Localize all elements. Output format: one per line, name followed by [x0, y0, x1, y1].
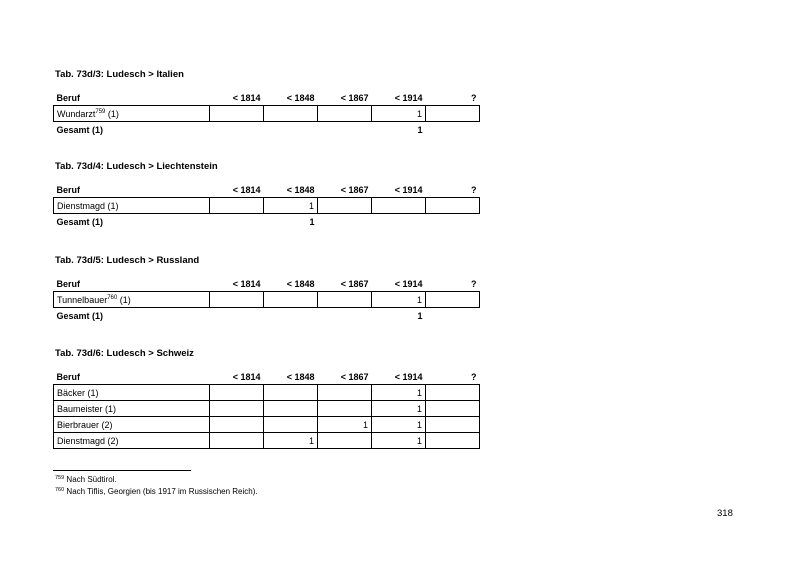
total-cell	[426, 308, 480, 324]
table-cell: 1	[264, 198, 318, 214]
page-number: 318	[717, 508, 733, 519]
total-cell	[210, 308, 264, 324]
table-title: Tab. 73d/6: Ludesch > Schweiz	[55, 348, 194, 359]
column-header: < 1867	[318, 90, 372, 106]
table-cell	[210, 198, 264, 214]
table-row	[54, 106, 480, 122]
column-header: ?	[426, 369, 480, 385]
total-cell	[264, 122, 318, 138]
table-row	[54, 198, 480, 214]
table-cell	[210, 417, 264, 433]
row-count: (1)	[107, 108, 119, 119]
table-cell	[264, 401, 318, 417]
total-cell	[264, 308, 318, 324]
table-cell	[210, 385, 264, 401]
row-label-text: Tunnelbauer	[57, 294, 108, 305]
total-cell	[318, 308, 372, 324]
table-cell	[372, 198, 426, 214]
footnote-mark: 760	[107, 294, 118, 301]
table-cell	[264, 106, 318, 122]
footnote-mark: 759	[95, 108, 106, 115]
total-cell	[210, 214, 264, 230]
table-row	[54, 385, 480, 401]
column-header: Beruf	[54, 276, 210, 292]
table-cell	[318, 385, 372, 401]
table-cell	[426, 401, 480, 417]
table-cell: 1	[372, 385, 426, 401]
column-header: < 1867	[318, 276, 372, 292]
column-header: < 1848	[264, 90, 318, 106]
column-header: < 1867	[318, 182, 372, 198]
table-cell: 1	[264, 433, 318, 449]
table-cell	[426, 385, 480, 401]
emigration-table	[53, 90, 480, 137]
total-cell	[426, 122, 480, 138]
table-cell: 1	[372, 433, 426, 449]
table-row	[54, 401, 480, 417]
column-header: < 1867	[318, 369, 372, 385]
table-cell	[210, 433, 264, 449]
table-cell	[264, 385, 318, 401]
column-header: Beruf	[54, 90, 210, 106]
total-label: Gesamt (1)	[54, 214, 210, 230]
table-cell: 1	[372, 106, 426, 122]
row-label: Bäcker (1)	[54, 385, 210, 401]
table-cell	[426, 198, 480, 214]
footnote	[55, 487, 258, 496]
table-cell	[210, 292, 264, 308]
table-cell	[318, 401, 372, 417]
row-label: Bierbrauer (2)	[54, 417, 210, 433]
row-label	[54, 198, 210, 214]
table-title: Tab. 73d/3: Ludesch > Italien	[55, 69, 184, 80]
row-label	[54, 106, 210, 122]
table-cell	[264, 417, 318, 433]
total-row	[54, 122, 480, 138]
row-label	[54, 292, 210, 308]
total-cell	[372, 214, 426, 230]
column-header: < 1848	[264, 182, 318, 198]
table-cell	[264, 292, 318, 308]
column-header: < 1914	[372, 369, 426, 385]
column-header: < 1848	[264, 276, 318, 292]
table-cell	[318, 292, 372, 308]
total-row	[54, 214, 480, 230]
total-cell: 1	[372, 122, 426, 138]
header-row	[54, 182, 480, 198]
total-cell	[318, 214, 372, 230]
footnote-text: Nach Südtirol.	[66, 475, 117, 484]
column-header: ?	[426, 90, 480, 106]
column-header: < 1914	[372, 90, 426, 106]
row-count: (1)	[119, 294, 131, 305]
header-row	[54, 276, 480, 292]
table-cell	[426, 433, 480, 449]
table-cell	[318, 106, 372, 122]
table-row	[54, 292, 480, 308]
total-cell: 1	[372, 308, 426, 324]
table-cell	[426, 292, 480, 308]
total-label: Gesamt (1)	[54, 308, 210, 324]
total-cell	[318, 122, 372, 138]
table-cell	[318, 198, 372, 214]
table-cell	[210, 106, 264, 122]
table-row	[54, 417, 480, 433]
header-row	[54, 369, 480, 385]
column-header: < 1914	[372, 276, 426, 292]
column-header: < 1814	[210, 276, 264, 292]
total-label: Gesamt (1)	[54, 122, 210, 138]
footnote-rule	[53, 470, 191, 471]
row-label-text: Wundarzt	[57, 108, 96, 119]
table-cell	[426, 106, 480, 122]
emigration-table	[53, 276, 480, 323]
column-header: Beruf	[54, 369, 210, 385]
footnote-text: Nach Tiflis, Georgien (bis 1917 im Russischen Reich).	[66, 487, 258, 496]
row-label-text: Dienstmagd (1)	[57, 200, 119, 211]
total-cell	[210, 122, 264, 138]
table-title: Tab. 73d/5: Ludesch > Russland	[55, 255, 200, 266]
column-header: < 1914	[372, 182, 426, 198]
header-row	[54, 90, 480, 106]
column-header: < 1814	[210, 90, 264, 106]
column-header: ?	[426, 276, 480, 292]
table-cell: 1	[372, 417, 426, 433]
table-row	[54, 433, 480, 449]
row-label: Baumeister (1)	[54, 401, 210, 417]
footnote-mark: 760	[55, 487, 65, 493]
table-cell: 1	[372, 292, 426, 308]
column-header: ?	[426, 182, 480, 198]
column-header: < 1848	[264, 369, 318, 385]
total-cell	[426, 214, 480, 230]
table-cell: 1	[318, 417, 372, 433]
column-header: Beruf	[54, 182, 210, 198]
column-header: < 1814	[210, 369, 264, 385]
footnote-mark: 759	[55, 475, 65, 481]
table-cell	[210, 401, 264, 417]
table-cell	[426, 417, 480, 433]
emigration-table	[53, 182, 480, 229]
table-cell	[318, 433, 372, 449]
table-title: Tab. 73d/4: Ludesch > Liechtenstein	[55, 161, 218, 172]
table-cell: 1	[372, 401, 426, 417]
row-label: Dienstmagd (2)	[54, 433, 210, 449]
emigration-table	[53, 369, 480, 449]
total-cell: 1	[264, 214, 318, 230]
total-row	[54, 308, 480, 324]
footnote	[55, 475, 117, 484]
column-header: < 1814	[210, 182, 264, 198]
